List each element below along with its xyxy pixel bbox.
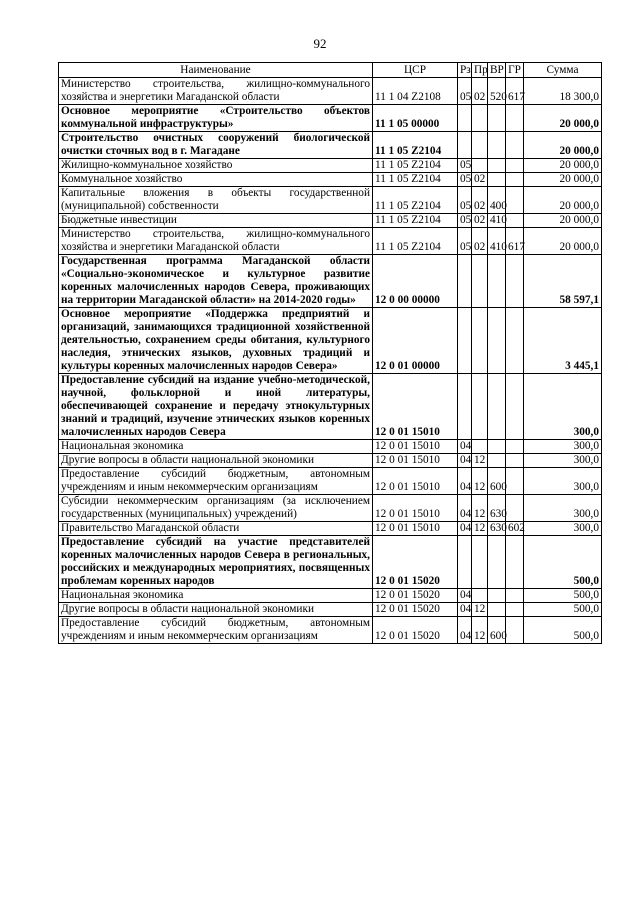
cell-name: Предоставление субсидий на участие представителей коренных малочисленных народов Севера в региональных, российских и международных мероприятиях, посвященных проблемам коренных народов — [59, 536, 373, 589]
cell-sum: 18 300,0 — [524, 78, 602, 105]
cell-gr: 617 — [506, 228, 524, 255]
table-row — [59, 105, 602, 132]
cell-name: Капитальные вложения в объекты государственной (муниципальной) собственности — [59, 187, 373, 214]
cell-vr: 410 — [488, 214, 506, 228]
cell-pr: 02 — [472, 78, 488, 105]
cell-name: Коммунальное хозяйство — [59, 173, 373, 187]
cell-rz: 04 — [458, 603, 472, 617]
cell-name: Национальная экономика — [59, 589, 373, 603]
cell-gr — [506, 536, 524, 589]
cell-name: Строительство очистных сооружений биологической очистки сточных вод в г. Магадане — [59, 132, 373, 159]
cell-sum: 20 000,0 — [524, 159, 602, 173]
cell-name: Национальная экономика — [59, 440, 373, 454]
cell-pr: 12 — [472, 454, 488, 468]
cell-vr — [488, 536, 506, 589]
cell-sum: 20 000,0 — [524, 187, 602, 214]
cell-csr: 12 0 01 15020 — [373, 617, 458, 644]
cell-gr: 617 — [506, 78, 524, 105]
cell-gr — [506, 132, 524, 159]
cell-gr — [506, 603, 524, 617]
cell-pr: 12 — [472, 495, 488, 522]
cell-sum: 20 000,0 — [524, 173, 602, 187]
cell-csr: 12 0 00 00000 — [373, 255, 458, 308]
cell-name: Государственная программа Магаданской области «Социально-экономическое и культурное развитие коренных малочисленных народов Севера, проживающих на территории Магаданской области» на 2014-2020 годы» — [59, 255, 373, 308]
cell-csr: 11 1 05 Z2104 — [373, 228, 458, 255]
cell-csr: 12 0 01 15010 — [373, 495, 458, 522]
cell-vr — [488, 603, 506, 617]
cell-vr: 410 — [488, 228, 506, 255]
cell-name: Основное мероприятие «Поддержка предприятий и организаций, занимающихся традиционной хозяйственной деятельностью, сохранением среды обитания, культурного наследия, этнических языков, духовных традиций и культуры коренных малочисленных народов Севера» — [59, 308, 373, 374]
cell-pr — [472, 589, 488, 603]
cell-rz — [458, 536, 472, 589]
cell-vr — [488, 255, 506, 308]
cell-name: Министерство строительства, жилищно-коммунального хозяйства и энергетики Магаданской области — [59, 228, 373, 255]
table-row — [59, 603, 602, 617]
cell-gr — [506, 589, 524, 603]
cell-pr: 02 — [472, 214, 488, 228]
table-row — [59, 454, 602, 468]
cell-csr: 12 0 01 15010 — [373, 522, 458, 536]
cell-sum: 300,0 — [524, 374, 602, 440]
cell-csr: 11 1 05 Z2104 — [373, 159, 458, 173]
cell-gr — [506, 617, 524, 644]
header-csr: ЦСР — [373, 63, 458, 78]
cell-pr: 02 — [472, 187, 488, 214]
cell-gr — [506, 159, 524, 173]
cell-vr — [488, 589, 506, 603]
cell-csr: 11 1 05 Z2104 — [373, 187, 458, 214]
cell-rz: 05 — [458, 173, 472, 187]
cell-vr: 630 — [488, 522, 506, 536]
cell-rz — [458, 105, 472, 132]
cell-pr: 12 — [472, 468, 488, 495]
cell-sum: 300,0 — [524, 522, 602, 536]
table-row — [59, 589, 602, 603]
table-row — [59, 617, 602, 644]
cell-gr — [506, 308, 524, 374]
cell-rz: 04 — [458, 617, 472, 644]
cell-pr: 12 — [472, 603, 488, 617]
header-name: Наименование — [59, 63, 373, 78]
cell-rz — [458, 132, 472, 159]
cell-rz — [458, 255, 472, 308]
cell-rz: 05 — [458, 159, 472, 173]
cell-sum: 3 445,1 — [524, 308, 602, 374]
cell-name: Правительство Магаданской области — [59, 522, 373, 536]
cell-sum: 20 000,0 — [524, 132, 602, 159]
cell-pr: 02 — [472, 173, 488, 187]
cell-pr — [472, 132, 488, 159]
cell-vr: 600 — [488, 617, 506, 644]
table-row — [59, 228, 602, 255]
cell-sum: 300,0 — [524, 495, 602, 522]
cell-pr: 12 — [472, 522, 488, 536]
cell-pr — [472, 374, 488, 440]
table-row — [59, 468, 602, 495]
cell-name: Основное мероприятие «Строительство объектов коммунальной инфраструктуры» — [59, 105, 373, 132]
cell-name: Предоставление субсидий на издание учебно-методической, научной, фольклорной и иной литературы, обеспечивающей сохранение и передачу этнокультурных знаний и традиций, изучение этнических языков коренных малочисленных народов Севера — [59, 374, 373, 440]
cell-csr: 11 1 05 Z2104 — [373, 132, 458, 159]
cell-csr: 12 0 01 15010 — [373, 440, 458, 454]
cell-pr — [472, 308, 488, 374]
cell-vr — [488, 132, 506, 159]
cell-gr: 602 — [506, 522, 524, 536]
header-row — [59, 63, 602, 78]
cell-csr: 12 0 01 15020 — [373, 589, 458, 603]
header-sum: Сумма — [524, 63, 602, 78]
cell-rz: 05 — [458, 187, 472, 214]
cell-sum: 58 597,1 — [524, 255, 602, 308]
cell-pr: 12 — [472, 617, 488, 644]
cell-vr — [488, 440, 506, 454]
page-number: 92 — [313, 36, 327, 51]
cell-gr — [506, 255, 524, 308]
cell-rz: 04 — [458, 522, 472, 536]
cell-vr: 400 — [488, 187, 506, 214]
cell-name: Предоставление субсидий бюджетным, автономным учреждениям и иным некоммерческим организациям — [59, 468, 373, 495]
cell-name: Субсидии некоммерческим организациям (за исключением государственных (муниципальных) учреждений) — [59, 495, 373, 522]
cell-gr — [506, 495, 524, 522]
header-pr: Пр — [472, 63, 488, 78]
cell-csr: 12 0 01 00000 — [373, 308, 458, 374]
cell-sum: 20 000,0 — [524, 105, 602, 132]
cell-gr — [506, 440, 524, 454]
cell-sum: 500,0 — [524, 617, 602, 644]
table-row — [59, 132, 602, 159]
cell-gr — [506, 173, 524, 187]
cell-rz: 04 — [458, 589, 472, 603]
table-row — [59, 159, 602, 173]
cell-sum: 500,0 — [524, 536, 602, 589]
cell-rz: 05 — [458, 214, 472, 228]
cell-csr: 12 0 01 15010 — [373, 374, 458, 440]
cell-rz — [458, 374, 472, 440]
cell-rz: 05 — [458, 228, 472, 255]
table-row — [59, 495, 602, 522]
table-row — [59, 78, 602, 105]
cell-vr: 630 — [488, 495, 506, 522]
cell-gr — [506, 374, 524, 440]
cell-pr — [472, 255, 488, 308]
cell-rz — [458, 308, 472, 374]
cell-name: Предоставление субсидий бюджетным, автономным учреждениям и иным некоммерческим организациям — [59, 617, 373, 644]
cell-vr — [488, 105, 506, 132]
cell-csr: 12 0 01 15020 — [373, 536, 458, 589]
table-row — [59, 536, 602, 589]
cell-sum: 20 000,0 — [524, 214, 602, 228]
cell-pr — [472, 440, 488, 454]
cell-name: Другие вопросы в области национальной экономики — [59, 454, 373, 468]
header-gr: ГР — [506, 63, 524, 78]
table-body — [59, 78, 602, 644]
cell-csr: 11 1 05 Z2104 — [373, 173, 458, 187]
cell-sum: 500,0 — [524, 589, 602, 603]
cell-gr — [506, 105, 524, 132]
cell-csr: 12 0 01 15020 — [373, 603, 458, 617]
cell-pr — [472, 536, 488, 589]
cell-sum: 300,0 — [524, 440, 602, 454]
cell-csr: 11 1 05 Z2104 — [373, 214, 458, 228]
cell-sum: 300,0 — [524, 454, 602, 468]
cell-csr: 11 1 05 00000 — [373, 105, 458, 132]
cell-sum: 300,0 — [524, 468, 602, 495]
cell-vr: 520 — [488, 78, 506, 105]
header-rz: Рз — [458, 63, 472, 78]
cell-name: Бюджетные инвестиции — [59, 214, 373, 228]
cell-vr — [488, 374, 506, 440]
cell-rz: 04 — [458, 440, 472, 454]
table-row — [59, 255, 602, 308]
cell-sum: 500,0 — [524, 603, 602, 617]
cell-sum: 20 000,0 — [524, 228, 602, 255]
table-row — [59, 187, 602, 214]
cell-pr: 02 — [472, 228, 488, 255]
table-row — [59, 214, 602, 228]
cell-rz: 05 — [458, 78, 472, 105]
header-vr: ВР — [488, 63, 506, 78]
cell-rz: 04 — [458, 495, 472, 522]
table-row — [59, 374, 602, 440]
cell-vr — [488, 173, 506, 187]
cell-gr — [506, 454, 524, 468]
cell-pr — [472, 105, 488, 132]
cell-rz: 04 — [458, 468, 472, 495]
table-row — [59, 173, 602, 187]
cell-gr — [506, 214, 524, 228]
cell-vr: 600 — [488, 468, 506, 495]
cell-name: Министерство строительства, жилищно-коммунального хозяйства и энергетики Магаданской области — [59, 78, 373, 105]
cell-gr — [506, 187, 524, 214]
cell-pr — [472, 159, 488, 173]
cell-name: Другие вопросы в области национальной экономики — [59, 603, 373, 617]
cell-vr — [488, 454, 506, 468]
cell-name: Жилищно-коммунальное хозяйство — [59, 159, 373, 173]
cell-csr: 11 1 04 Z2108 — [373, 78, 458, 105]
table-row — [59, 308, 602, 374]
cell-csr: 12 0 01 15010 — [373, 468, 458, 495]
table-row — [59, 522, 602, 536]
cell-vr — [488, 308, 506, 374]
cell-csr: 12 0 01 15010 — [373, 454, 458, 468]
table-row — [59, 440, 602, 454]
cell-gr — [506, 468, 524, 495]
cell-rz: 04 — [458, 454, 472, 468]
budget-table — [58, 62, 602, 644]
cell-vr — [488, 159, 506, 173]
